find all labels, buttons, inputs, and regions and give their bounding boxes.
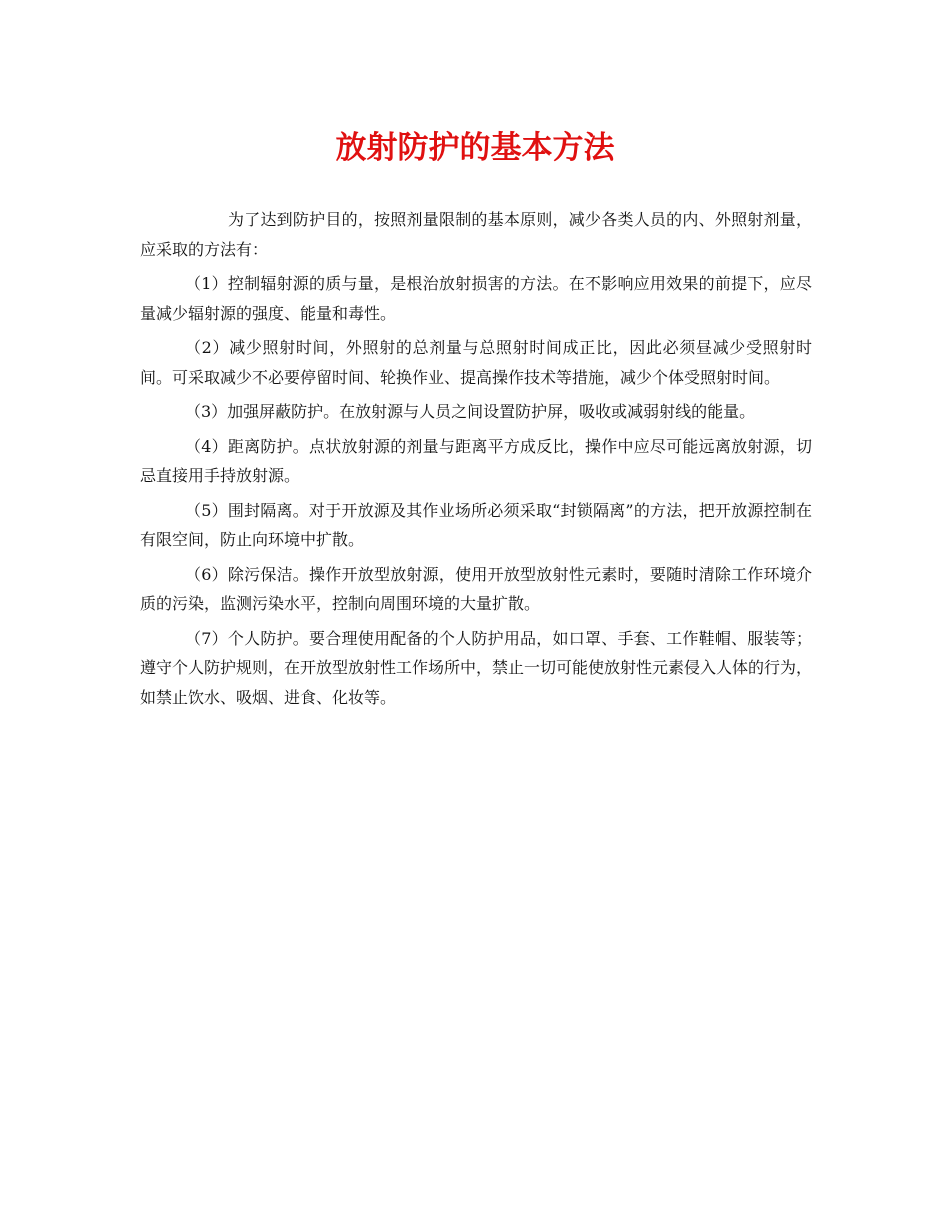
paragraph-3: （3）加强屏蔽防护。在放射源与人员之间设置防护屏，吸收或减弱射线的能量。 (185, 402, 756, 421)
paragraph-5: （5）围封隔离。对于开放源及其作业场所必须采取“封锁隔离”的方法，把开放源控制在有限空间，防止向环境中扩散。 (140, 500, 812, 549)
paragraph-4: （4）距离防护。点状放射源的剂量与距离平方成反比，操作中应尽可能远离放射源，切忌直接用手持放射源。 (140, 436, 812, 485)
paragraph-2: （2）减少照射时间，外照射的总剂量与总照射时间成正比，因此必须昼减少受照射时间。可采取减少不必要停留时间、轮换作业、提高操作技术等措施，减少个体受照射时间。 (140, 338, 812, 387)
paragraph-1: （1）控制辐射源的质与量，是根治放射损害的方法。在不影响应用效果的前提下，应尽量减少辐射源的强度、能量和毒性。 (140, 274, 812, 323)
document-body (140, 205, 812, 717)
document-title: 放射防护的基本方法 (335, 130, 615, 166)
paragraph-6: （6）除污保洁。操作开放型放射源，使用开放型放射性元素时，要随时清除工作环境介质的污染，监测污染水平，控制向周围环境的大量扩散。 (140, 564, 812, 613)
paragraph-7: （7）个人防护。要合理使用配备的个人防护用品，如口罩、手套、工作鞋帽、服装等；遵守个人防护规则，在开放型放射性工作场所中，禁止一切可能使放射性元素侵入人体的行为，如禁止饮水、吸烟、进食、化妆等。 (140, 628, 813, 707)
intro-paragraph: 为了达到防护目的，按照剂量限制的基本原则，减少各类人员的内、外照射剂量，应采取的方法有： (140, 210, 812, 259)
